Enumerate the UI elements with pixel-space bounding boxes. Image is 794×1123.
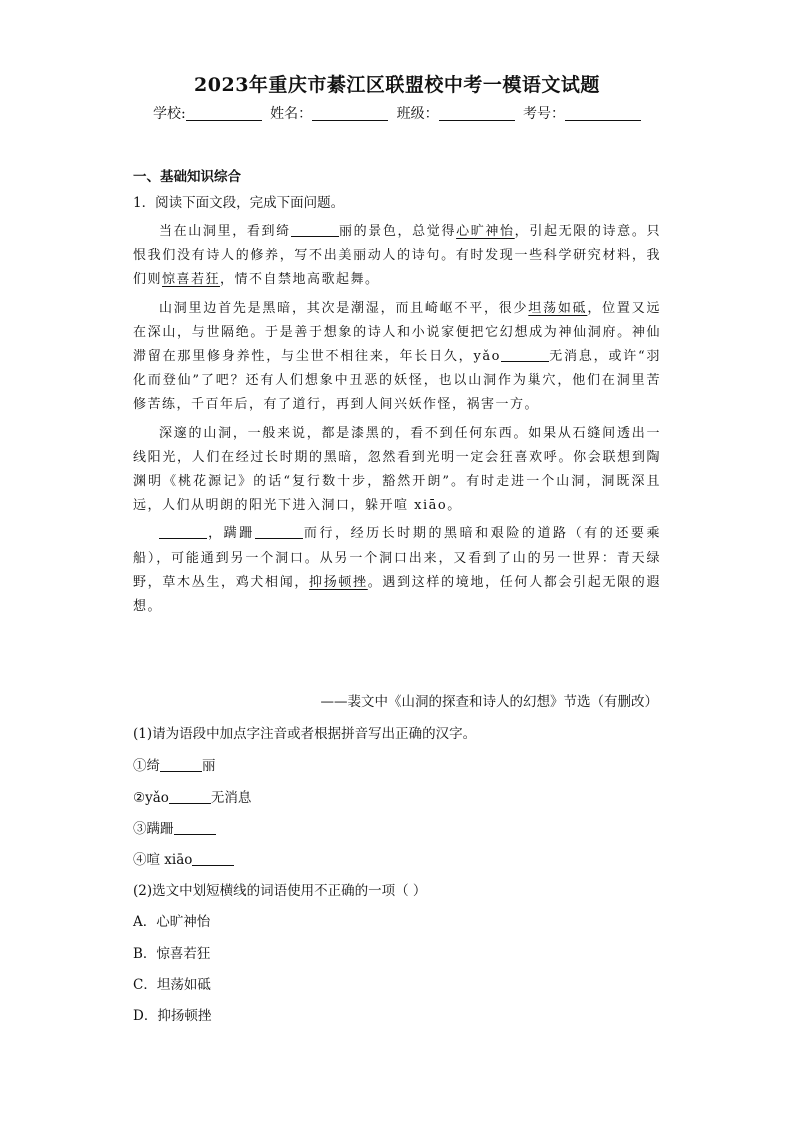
item-text: 无消息 [210,790,252,806]
name-blank[interactable] [312,106,388,121]
passage-paragraph-4 [133,522,661,619]
option-d[interactable]: D．抑扬顿挫 [133,1008,212,1024]
passage-paragraph-1 [133,220,661,293]
answer-blank[interactable] [159,526,207,539]
sub1-item-1 [133,754,216,774]
item-text: ④喧 xiāo [133,852,193,868]
sub1-item-3 [133,817,216,837]
option-c[interactable]: C．坦荡如砥 [133,977,211,993]
class-blank[interactable] [439,106,515,121]
name-label: 姓名： [270,106,313,122]
passage-paragraph-3: 深邃的山洞，一般来说，都是漆黑的，看不到任何东西。如果从石缝间透出一线阳光，人们在经过长时期的黑暗，忽然看到光明一定会狂喜欢呼。你会联想到陶渊明《桃花源记》的话“复行数十步，豁然开朗”。有时走进一个山洞，洞既深且远，人们从明朗的阳光下进入洞口，躲开喧 xiāo。 [133,425,661,514]
passage-text: 无消息，或许“羽化而登仙”了吧？还有人们想象中丑恶的妖怪，也以山洞作为巢穴，他们在洞里苦修苦练，千百年后，有了道行，再到人间兴妖作怪，祸害一方。 [133,349,661,413]
item-text: ②yǎo [133,790,169,806]
answer-blank[interactable] [501,349,549,362]
exam-title: 2023年重庆市綦江区联盟校中考一模语文试题 [194,74,600,96]
underlined-phrase: 抑扬顿挫 [309,574,368,590]
answer-blank[interactable] [169,790,211,804]
answer-blank[interactable] [255,526,303,539]
option-b[interactable]: B．惊喜若狂 [133,946,211,962]
underlined-phrase: 坦荡如砥 [528,300,588,316]
passage-text: 。遇到这样的境地，任何人都会引起无限的遐想。 [133,574,661,615]
answer-blank[interactable] [291,224,339,237]
passage-text: ，蹒跚 [207,526,255,542]
option-a[interactable]: A．心旷神怡 [133,914,211,930]
school-blank[interactable] [186,106,262,121]
passage-text: ，情不自禁地高歌起舞。 [220,272,380,288]
sub-question-2-stem: (2)选文中划短横线的词语使用不正确的一项（ ） [133,883,427,899]
number-label: 考号： [523,106,566,122]
underlined-phrase: 惊喜若狂 [162,272,221,288]
passage-paragraph-2 [133,297,661,418]
passage-text: 丽的景色，总觉得 [338,224,457,239]
passage-text: 山洞里边首先是黑暗，其次是潮湿，而且崎岖不平，很少 [159,300,529,316]
answer-blank[interactable] [174,821,216,835]
passage-source: ——裴文中《山洞的探查和诗人的幻想》节选（有删改） [320,694,658,710]
reading-passage [133,220,661,623]
question-1-stem: 1．阅读下面文段，完成下面问题。 [133,195,345,211]
answer-blank[interactable] [192,852,234,866]
passage-text: ，引起无限的诗意。只恨我们没有诗人的修养，写不出美丽动人的诗句。有时发现一些科学研究材料，我们则 [133,224,661,288]
sub-question-1-stem: (1)请为语段中加点字注音或者根据拼音写出正确的汉字。 [133,726,477,742]
item-text: 丽 [202,758,216,774]
sub1-item-4 [133,848,234,868]
passage-text: ，位置又远在深山，与世隔绝。于是善于想象的诗人和小说家便把它幻想成为神仙洞府。神仙滞留在那里修身养性，与尘世不相往来，年长日久，yǎo [133,300,661,365]
class-label: 班级： [396,106,439,122]
item-text: ①绮 [133,758,160,774]
passage-text: 而行，经历长时期的黑暗和艰险的道路（有的还要乘船），可能通到另一个洞口。从另一个洞口出来，又看到了山的另一世界：青天绿野，草木丛生，鸡犬相闻， [133,526,661,590]
school-label: 学校: [152,106,186,122]
passage-text: 当在山洞里，看到绮 [159,224,291,239]
student-info-line [0,103,794,123]
sub1-item-2 [133,786,251,806]
underlined-phrase: 心旷神怡 [456,224,515,239]
answer-blank[interactable] [160,758,202,772]
number-blank[interactable] [565,106,641,121]
item-text: ③蹒跚 [133,821,174,837]
section-heading: 一、基础知识综合 [133,169,241,185]
